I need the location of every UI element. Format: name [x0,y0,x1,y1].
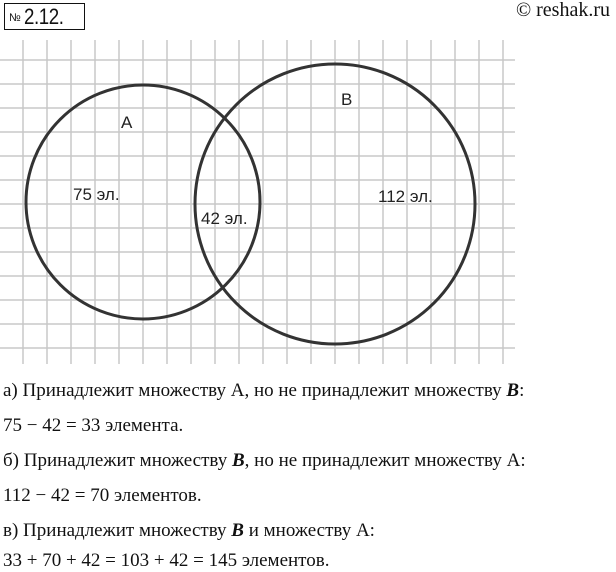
part-b-text-end: , но не принадлежит множеству A: [244,450,526,471]
set-b-var: B [231,450,245,471]
solution-part-c-calc: 33 + 70 + 42 = 103 + 42 = 145 элементов. [3,550,330,571]
solution-part-a-calc: 75 − 42 = 33 элемента. [3,415,184,436]
set-b-var: B [506,380,520,401]
problem-number: 2.12. [23,3,64,29]
set-a-only-count: 75 эл. [73,185,120,204]
solution-part-b-calc: 112 − 42 = 70 элементов. [3,485,202,506]
solution-part-b [3,450,526,472]
set-b-var: B [231,520,244,541]
part-c-text-end: и множеству A: [243,520,375,541]
solution-part-c [3,520,375,542]
solution-part-a [3,380,524,402]
part-a-text: а) Принадлежит множеству A, но не принадлежит множеству [3,380,507,401]
set-a-label: A [121,113,133,132]
part-c-text: в) Принадлежит множеству [3,520,232,541]
number-sign: № [9,12,21,24]
set-b-label: B [341,90,353,109]
site-watermark: © reshak.ru [515,0,610,21]
part-a-colon: : [519,380,525,401]
set-b-only-count: 112 эл. [378,187,433,206]
part-b-text: б) Принадлежит множеству [3,450,232,471]
intersection-count: 42 эл. [201,209,248,228]
